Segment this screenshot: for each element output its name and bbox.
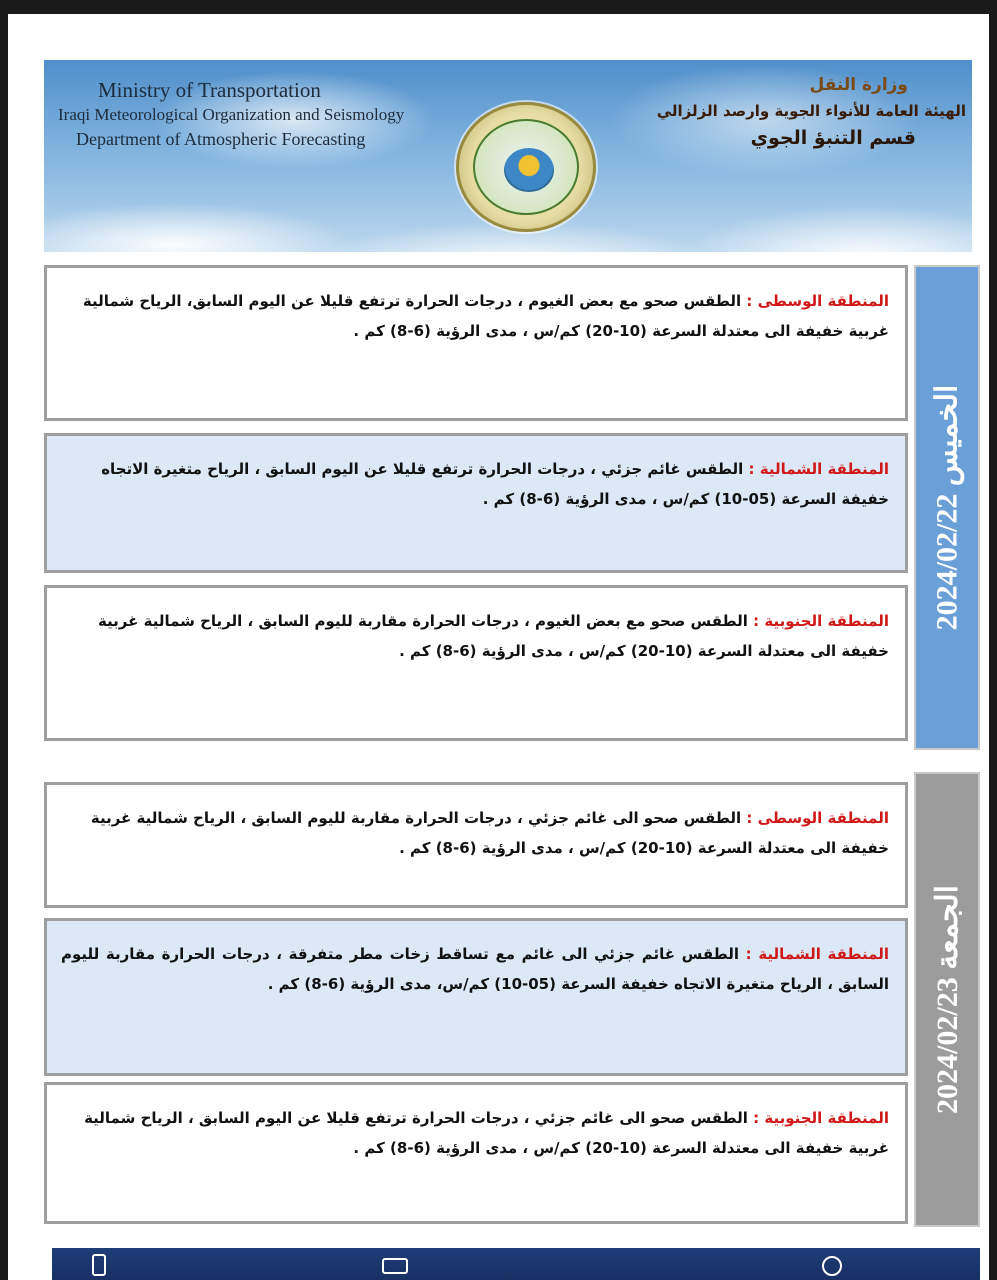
region-separator: :: [747, 1109, 765, 1127]
footer-bar: [52, 1248, 980, 1280]
day-label: الجمعة 2024/02/23: [930, 885, 964, 1114]
region-name: المنطقة الشمالية: [759, 460, 889, 478]
region-forecast: الطقس صحو مع بعض الغيوم ، درجات الحرارة مقاربة لليوم السابق ، الرياح شمالية غربية خفيفة الى معتدلة السرعة (10-20) كم/س ، مدى الرؤية (6-8) كم .: [97, 612, 889, 660]
region-south-day1: [44, 585, 908, 741]
region-name: المنطقة الوسطى: [757, 292, 889, 310]
region-name: المنطقة الجنوبية: [764, 612, 889, 630]
ministry-name-en: Ministry of Transportation: [98, 78, 321, 102]
logo-sun-cloud-icon: [504, 148, 554, 192]
region-central-day1: [44, 265, 908, 421]
arabic-header: [656, 72, 966, 152]
department-name-ar: قسم التنبؤ الجوي: [750, 127, 916, 149]
day-block-friday: [44, 772, 980, 1227]
region-central-day2: [44, 782, 908, 908]
region-separator: :: [741, 809, 758, 827]
region-separator: :: [743, 460, 760, 478]
region-forecast: الطقس غائم جزئي الى غائم مع تساقط زخات مطر متفرقة ، درجات الحرارة مقاربة لليوم السابق ، الرياح متغيرة الاتجاه خفيفة السرعة (05-10) كم/س، مدى الرؤية (6-8) كم .: [61, 945, 889, 993]
region-forecast: الطقس صحو الى غائم جزئي ، درجات الحرارة مقاربة لليوم السابق ، الرياح شمالية غربية خفيفة الى معتدلة السرعة (10-20) كم/س ، مدى الرؤية (6-8) كم .: [90, 809, 889, 857]
region-name: المنطقة الشمالية: [758, 945, 889, 963]
phone-icon: [92, 1254, 106, 1276]
region-separator: :: [739, 945, 759, 963]
organization-logo: [456, 102, 596, 232]
region-separator: :: [747, 612, 765, 630]
region-separator: :: [741, 292, 758, 310]
region-forecast: الطقس غائم جزئي ، درجات الحرارة ترتفع قليلا عن اليوم السابق ، الرياح متغيرة الاتجاه خفيفة السرعة (05-10) كم/س ، مدى الرؤية (6-8) كم .: [101, 460, 889, 508]
department-name-en: Department of Atmospheric Forecasting: [76, 129, 366, 150]
organization-name-ar: الهيئة العامة للأنواء الجوية وارصد الزلزالي: [656, 102, 966, 120]
ministry-name-ar: وزارة النقل: [809, 75, 908, 95]
mail-icon: [382, 1258, 408, 1274]
region-forecast: الطقس صحو الى غائم جزئي ، درجات الحرارة ترتفع قليلا عن اليوم السابق ، الرياح شمالية غربية خفيفة الى معتدلة السرعة (10-20) كم/س ، مدى الرؤية (6-8) كم .: [84, 1109, 889, 1157]
region-name: المنطقة الجنوبية: [764, 1109, 889, 1127]
header-banner: [44, 60, 972, 252]
organization-name-en: Iraqi Meteorological Organization and Seismology: [58, 105, 405, 125]
region-north-day1: [44, 433, 908, 573]
region-name: المنطقة الوسطى: [757, 809, 889, 827]
day-label: الخميس 2024/02/22: [930, 384, 964, 631]
day-label-sidebar: [914, 772, 980, 1227]
region-south-day2: [44, 1082, 908, 1224]
day-label-sidebar: [914, 265, 980, 750]
day-block-thursday: [44, 265, 980, 750]
web-icon: [822, 1256, 842, 1276]
english-header: [58, 76, 405, 152]
region-north-day2: [44, 918, 908, 1076]
region-forecast: الطقس صحو مع بعض الغيوم ، درجات الحرارة ترتفع قليلا عن اليوم السابق، الرياح شمالية غربية خفيفة الى معتدلة السرعة (10-20) كم/س ، مدى الرؤية (6-8) كم .: [82, 292, 889, 340]
